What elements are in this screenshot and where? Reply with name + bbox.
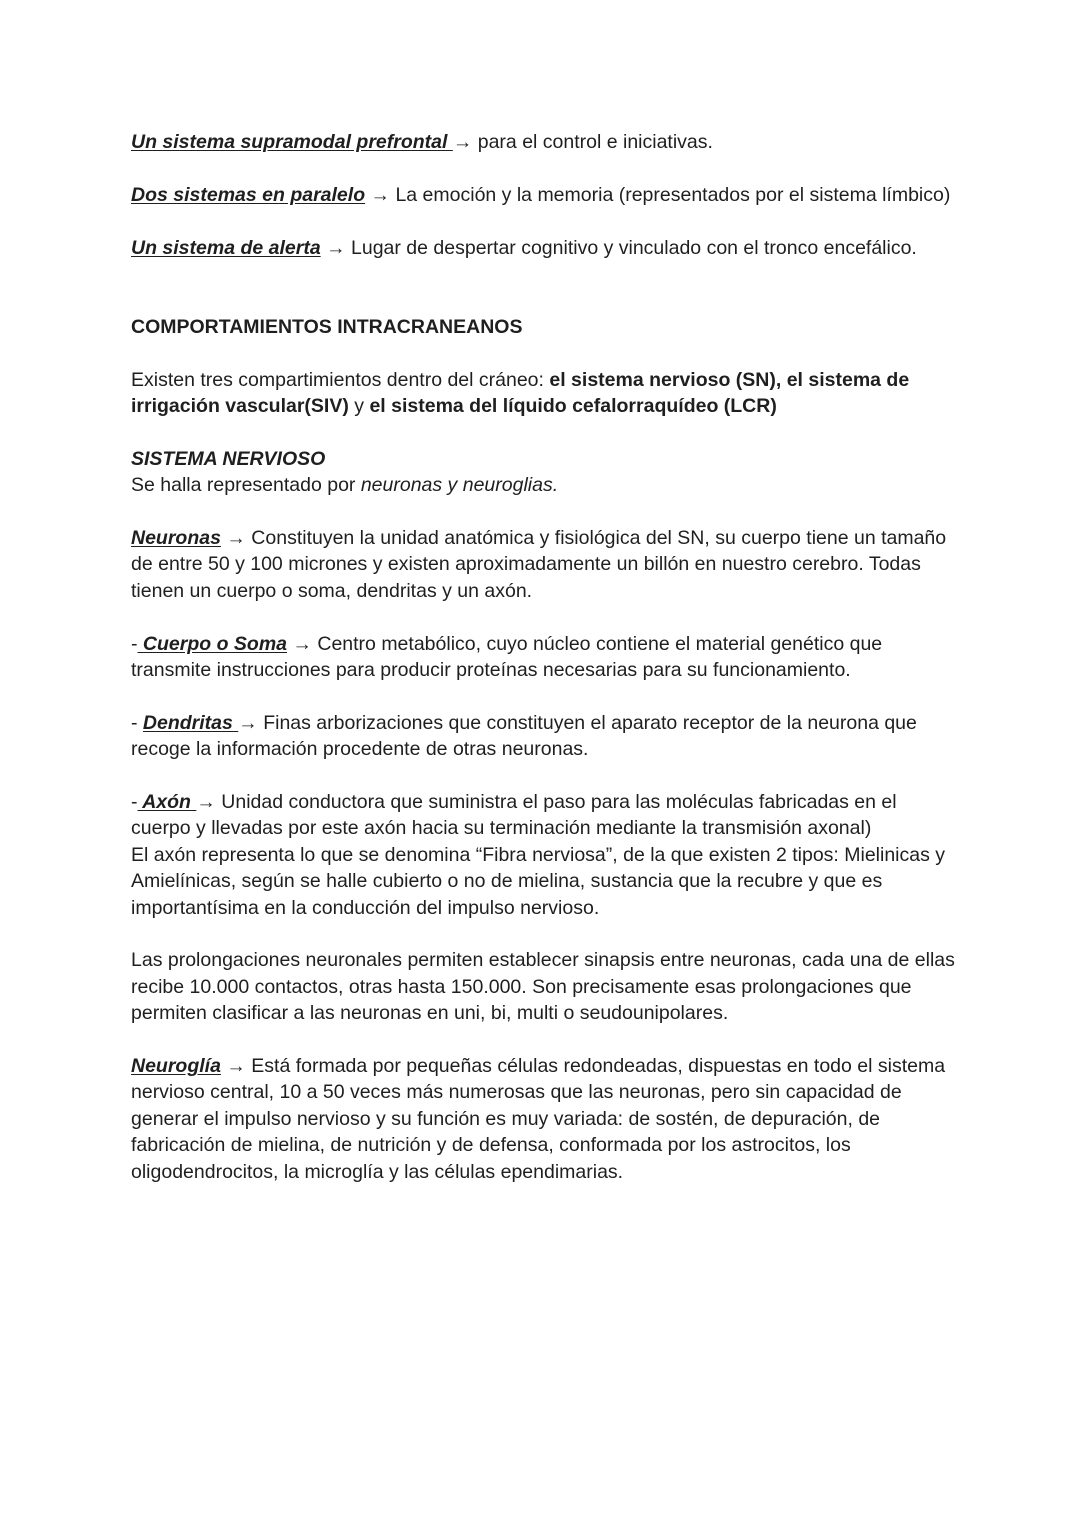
term-paralelo: Dos sistemas en paralelo — [131, 183, 366, 206]
document-page — [131, 129, 961, 1185]
nervous-system-desc-prefix: Se halla representado por — [131, 474, 361, 497]
definition-dendritas: Finas arborizaciones que constituyen el aparato receptor de la neurona que recoge la información procedente de otras neuronas. — [131, 711, 917, 761]
arrow-icon: → — [226, 1055, 246, 1078]
part-dendritas — [131, 710, 961, 763]
nervous-system-title: SISTEMA NERVIOSO — [131, 447, 326, 470]
arrow-icon: → — [226, 527, 246, 549]
arrow-icon: → — [370, 183, 391, 206]
term-supramodal: Un sistema supramodal prefrontal — [131, 131, 453, 153]
arrow-icon: → — [326, 236, 346, 259]
system-paralelo — [131, 182, 961, 208]
definition-neuronas: Constituyen la unidad anatómica y fisiológica del SN, su cuerpo tiene un tamaño de entre 50 y 100 micrones y existen aproximadamente un billón en nuestro cerebro. Todas tienen un cuerpo o soma, dendritas y un axón. — [131, 527, 947, 602]
intro-bold-2: el sistema del líquido cefalorraquídeo (LCR) — [369, 395, 777, 417]
term-neuroglia: Neuroglía — [131, 1055, 221, 1078]
definition-axon: Unidad conductora que suministra el paso para las moléculas fabricadas en el cuerpo y llevadas por este axón hacia su terminación mediante la transmisión axonal) — [131, 791, 897, 840]
axon-extra: El axón representa lo que se denomina “Fibra nerviosa”, de la que existen 2 tipos: Mielinicas y Amielínicas, según se halle cubierto o no de mielina, sustancia que la recubre y que es importantísima en la conducción del impulso nervioso. — [131, 843, 946, 919]
definition-supramodal: para el control e iniciativas. — [472, 131, 713, 153]
intro-paragraph — [131, 367, 961, 420]
term-dendritas: Dendritas — [142, 711, 239, 734]
definition-paralelo: La emoción y la memoria (representados por el sistema límbico) — [390, 183, 951, 206]
system-supramodal — [131, 129, 961, 155]
nervous-system-desc — [131, 472, 961, 498]
nervous-system-desc-italic: neuronas y neuroglias. — [360, 474, 559, 497]
term-soma: Cuerpo o Soma — [137, 632, 288, 655]
arrow-icon: → — [238, 711, 258, 734]
part-soma — [131, 631, 961, 684]
definition-neuroglia: Está formada por pequeñas células redondeadas, dispuestas en todo el sistema nervioso central, 10 a 50 veces más numerosas que las neuronas, pero sin capacidad de generar el impulso nervioso y su función es muy variada: de sostén, de depuración, de fabricación de mielina, de nutrición y de defensa, conformada por los astrocitos, los oligodendrocitos, la microglía y las células ependimarias. — [131, 1055, 946, 1183]
intro-prefix: Existen tres compartimientos dentro del cráneo: — [131, 368, 550, 391]
section-title: COMPORTAMIENTOS INTRACRANEANOS — [131, 315, 523, 338]
definition-alerta: Lugar de despertar cognitivo y vinculado con el tronco encefálico. — [345, 236, 917, 259]
part-axon — [131, 789, 961, 842]
neuroglia-paragraph — [131, 1053, 961, 1185]
term-axon: Axón — [137, 791, 197, 814]
dash: - — [131, 791, 138, 814]
term-alerta: Un sistema de alerta — [131, 236, 321, 259]
intro-bold-1: el sistema nervioso (SN), el sistema de irrigación vascular(SIV) — [131, 368, 910, 417]
dash: - — [131, 632, 138, 655]
arrow-icon: → — [452, 131, 473, 153]
arrow-icon: → — [292, 632, 312, 655]
term-neuronas: Neuronas — [131, 527, 221, 549]
intro-mid: y — [348, 395, 370, 417]
arrow-icon: → — [196, 791, 216, 814]
system-alerta — [131, 235, 961, 261]
definition-soma: Centro metabólico, cuyo núcleo contiene el material genético que transmite instrucciones para producir proteínas necesarias para su funcionamiento. — [131, 632, 883, 682]
prolongaciones-paragraph: Las prolongaciones neuronales permiten establecer sinapsis entre neuronas, cada una de ellas recibe 10.000 contactos, otras hasta 150.000. Son precisamente esas prolongaciones que permiten clasificar a las neuronas en uni, bi, multi o seudounipolares. — [131, 949, 955, 1025]
neuronas-paragraph — [131, 525, 961, 604]
dash: - — [131, 711, 143, 734]
